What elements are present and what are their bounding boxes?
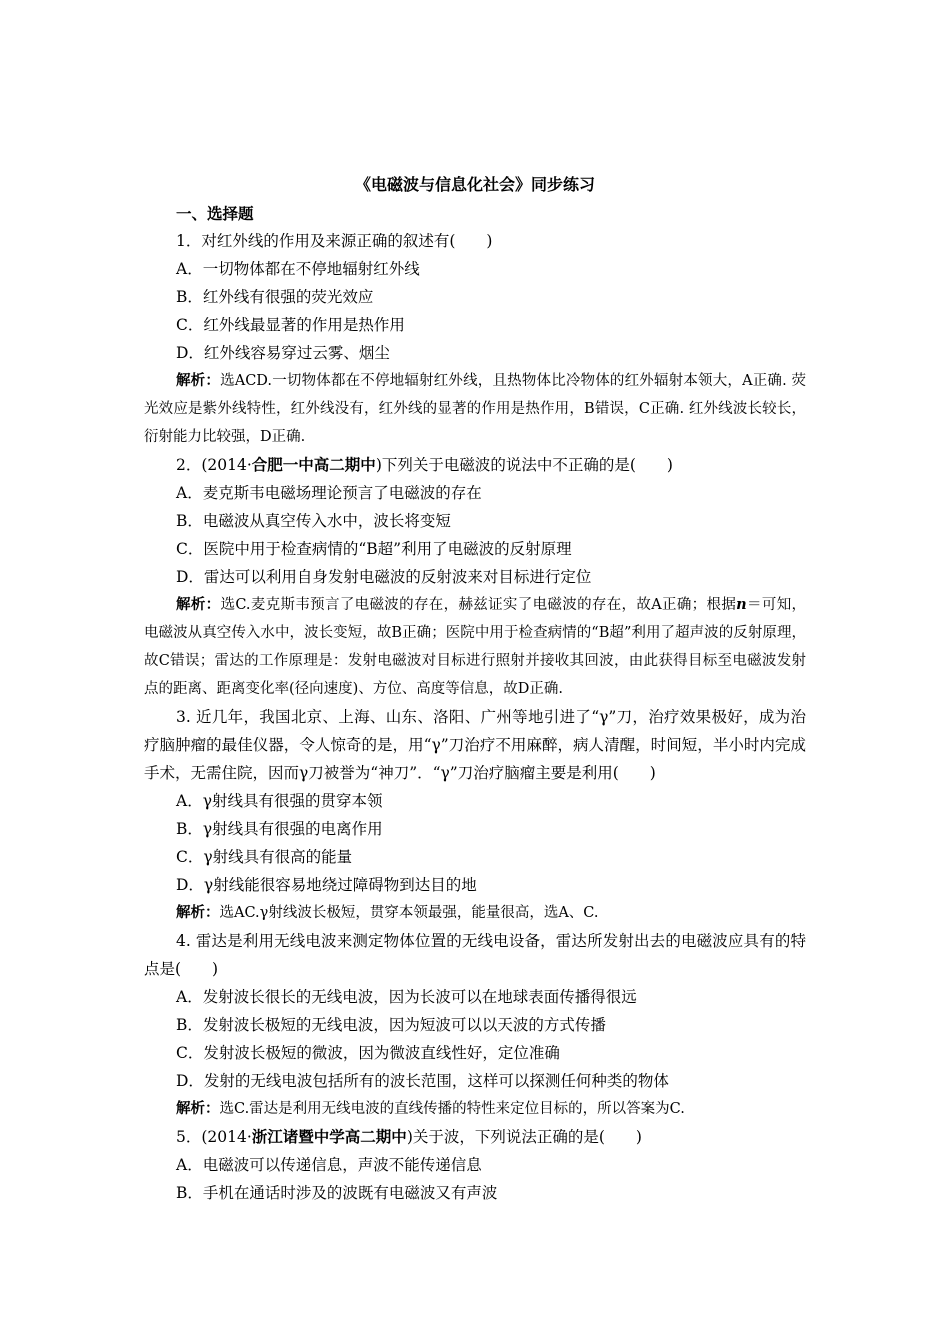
- section-heading: 一、选择题: [176, 204, 254, 223]
- question-4-option-d: D．发射的无线电波包括所有的波长范围，这样可以探测任何种类的物体: [176, 1072, 669, 1090]
- question-2: [144, 451, 806, 703]
- question-3-analysis: [144, 899, 806, 927]
- analysis-text-b: ＝可知，电磁波从真空传入水中，波长变短，故B正确；医院中用于检查病情的“B超”利用了超声波的反射原理，故C错误；雷达的工作原理是：发射电磁波对目标进行照射并接收其回波，由此获得目标至电磁波发射点的距离、距离变化率(径向速度)、方位、高度等信息，故D正确.: [144, 597, 807, 697]
- question-5-option-b: B．手机在通话时涉及的波既有电磁波又有声波: [176, 1184, 498, 1202]
- question-3-option-b: B．γ射线具有很强的电离作用: [176, 820, 383, 838]
- analysis-label: 解析：: [176, 1100, 220, 1117]
- document-title: 《电磁波与信息化社会》同步练习: [354, 175, 595, 194]
- question-3: [144, 703, 806, 927]
- question-2-option-d: D．雷达可以利用自身发射电磁波的反射波来对目标进行定位: [176, 568, 592, 586]
- question-2-analysis: [144, 591, 806, 703]
- analysis-label: 解析：: [176, 596, 221, 613]
- analysis-variable: n: [736, 596, 747, 613]
- question-1-analysis: [144, 367, 806, 451]
- question-3-option-a: A．γ射线具有很强的贯穿本领: [176, 792, 383, 810]
- question-2-stem: [144, 451, 806, 479]
- analysis-label: 解析：: [176, 904, 220, 921]
- analysis-label: 解析：: [176, 372, 221, 389]
- question-4-option-b: B．发射波长极短的无线电波，因为短波可以以天波的方式传播: [176, 1016, 606, 1034]
- question-3-option-c: C．γ射线具有很高的能量: [176, 848, 353, 866]
- question-5-stem: [144, 1123, 806, 1151]
- question-4-stem: 4. 雷达是利用无线电波来测定物体位置的无线电设备，雷达所发射出去的电磁波应具有的特点是( ): [144, 932, 806, 978]
- question-1-option-c: C．红外线最显著的作用是热作用: [176, 316, 405, 334]
- question-5-option-a: A．电磁波可以传递信息，声波不能传递信息: [176, 1156, 482, 1174]
- question-1-option-a: A．一切物体都在不停地辐射红外线: [176, 260, 420, 278]
- question-2-option-b: B．电磁波从真空传入水中，波长将变短: [176, 512, 451, 530]
- question-4-option-a: A．发射波长很长的无线电波，因为长波可以在地球表面传播得很远: [176, 988, 637, 1006]
- stem-suffix: )下列关于电磁波的说法中不正确的是( ): [375, 456, 673, 474]
- question-source: 浙江诸暨中学高二期中: [251, 1127, 407, 1146]
- question-source: 合肥一中高二期中: [251, 455, 376, 474]
- question-4-analysis: [144, 1095, 806, 1123]
- analysis-text: 选C.雷达是利用无线电波的直线传播的特性来定位目标的，所以答案为C.: [219, 1101, 685, 1117]
- question-3-option-d: D．γ射线能很容易地绕过障碍物到达目的地: [176, 876, 477, 894]
- question-1-option-b: B．红外线有很强的荧光效应: [176, 288, 374, 306]
- question-5: [144, 1123, 806, 1207]
- question-1-option-d: D．红外线容易穿过云雾、烟尘: [176, 344, 390, 362]
- question-2-option-a: A．麦克斯韦电磁场理论预言了电磁波的存在: [176, 484, 482, 502]
- question-3-stem: 3. 近几年，我国北京、上海、山东、洛阳、广州等地引进了“γ”刀，治疗效果极好，成为治疗脑肿瘤的最佳仪器，令人惊奇的是，用“γ”刀治疗不用麻醉，病人清醒，时间短，半小时内完成手术，无需住院，因而γ刀被誉为“神刀”．“γ”刀治疗脑瘤主要是利用( ): [144, 708, 806, 782]
- analysis-text-a: 选C.麦克斯韦预言了电磁波的存在，赫兹证实了电磁波的存在，故A正确；根据: [220, 597, 737, 613]
- stem-prefix: 2．(2014·: [176, 456, 252, 474]
- analysis-text: 选AC.γ射线波长极短，贯穿本领最强，能量很高，选A、C.: [219, 905, 599, 921]
- question-4: [144, 927, 806, 1123]
- stem-prefix: 5．(2014·: [176, 1128, 252, 1146]
- question-1: [144, 227, 806, 451]
- stem-suffix: )关于波，下列说法正确的是( ): [406, 1128, 642, 1146]
- question-2-option-c: C．医院中用于检查病情的“B超”利用了电磁波的反射原理: [176, 540, 572, 558]
- analysis-text: 选ACD.一切物体都在不停地辐射红外线，且热物体比冷物体的红外辐射本领大，A正确. 荧光效应是紫外线特性，红外线没有，红外线的显著的作用是热作用，B错误，C正确. 红外线波长较长，衍射能力比较强，D正确.: [144, 373, 806, 445]
- question-1-stem: 1．对红外线的作用及来源正确的叙述有( ): [176, 232, 493, 250]
- question-4-option-c: C．发射波长极短的微波，因为微波直线性好，定位准确: [176, 1044, 560, 1062]
